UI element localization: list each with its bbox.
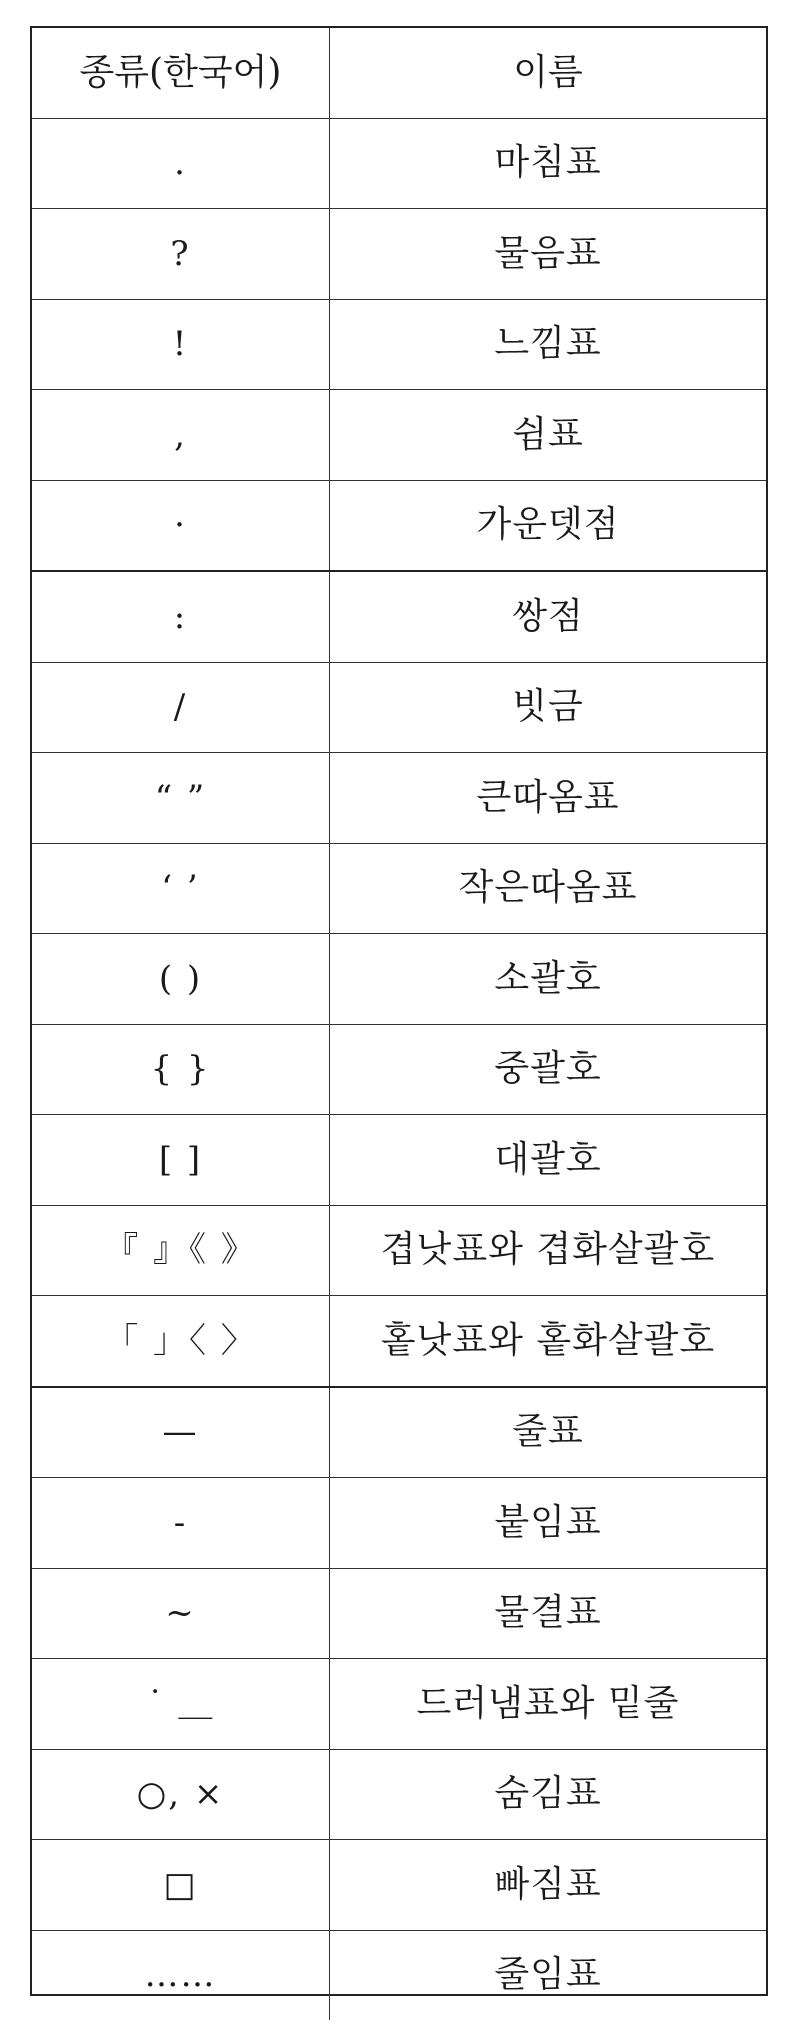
symbol-cell: { }	[32, 1024, 330, 1115]
table-header-row	[32, 28, 766, 118]
name-cell: 가운뎃점	[330, 480, 767, 571]
name-cell: 물음표	[330, 209, 767, 300]
table-row	[32, 1568, 766, 1659]
symbol-cell: ……	[32, 1930, 330, 2020]
table-row	[32, 1296, 766, 1387]
name-cell: 붙임표	[330, 1478, 767, 1569]
symbol-cell: :	[32, 571, 330, 662]
symbol-cell: -	[32, 1478, 330, 1569]
symbol-cell: □	[32, 1840, 330, 1931]
table-row	[32, 1205, 766, 1296]
symbol-cell: ·	[32, 480, 330, 571]
symbol-cell: !	[32, 299, 330, 390]
table-row	[32, 571, 766, 662]
punctuation-table-frame	[30, 26, 768, 1996]
table-row	[32, 753, 766, 844]
header-name: 이름	[330, 28, 767, 118]
name-cell: 줄임표	[330, 1930, 767, 2020]
table-row	[32, 480, 766, 571]
name-cell: 홑낫표와 홑화살괄호	[330, 1296, 767, 1387]
symbol-cell: “ ”	[32, 753, 330, 844]
symbol-cell: .	[32, 118, 330, 209]
table-row	[32, 934, 766, 1025]
table-row	[32, 1840, 766, 1931]
name-cell: 소괄호	[330, 934, 767, 1025]
name-cell: 쌍점	[330, 571, 767, 662]
name-cell: 겹낫표와 겹화살괄호	[330, 1205, 767, 1296]
name-cell: 대괄호	[330, 1115, 767, 1206]
table-row	[32, 1387, 766, 1478]
symbol-cell: ?	[32, 209, 330, 300]
name-cell: 느낌표	[330, 299, 767, 390]
symbol-cell: ,	[32, 390, 330, 481]
table-row	[32, 390, 766, 481]
symbol-cell: [ ]	[32, 1115, 330, 1206]
table-row	[32, 1478, 766, 1569]
name-cell: 쉼표	[330, 390, 767, 481]
table-row	[32, 209, 766, 300]
table-row	[32, 1749, 766, 1840]
punctuation-table	[32, 28, 766, 2020]
table-row	[32, 843, 766, 934]
name-cell: 작은따옴표	[330, 843, 767, 934]
name-cell: 숨김표	[330, 1749, 767, 1840]
name-cell: 드러냄표와 밑줄	[330, 1659, 767, 1750]
name-cell: 큰따옴표	[330, 753, 767, 844]
symbol-cell: ~	[32, 1568, 330, 1659]
symbol-cell: ˙ ＿	[32, 1659, 330, 1750]
symbol-cell: 『 』《 》	[32, 1205, 330, 1296]
name-cell: 중괄호	[330, 1024, 767, 1115]
symbol-cell: 「 」〈 〉	[32, 1296, 330, 1387]
table-row	[32, 662, 766, 753]
table-row	[32, 1930, 766, 2020]
table-row	[32, 1115, 766, 1206]
symbol-cell: ‘ ’	[32, 843, 330, 934]
table-row	[32, 118, 766, 209]
table-row	[32, 299, 766, 390]
symbol-cell: ○, ×	[32, 1749, 330, 1840]
name-cell: 빗금	[330, 662, 767, 753]
name-cell: 물결표	[330, 1568, 767, 1659]
header-type: 종류(한국어)	[32, 28, 330, 118]
name-cell: 빠짐표	[330, 1840, 767, 1931]
symbol-cell: —	[32, 1387, 330, 1478]
table-row	[32, 1659, 766, 1750]
symbol-cell: /	[32, 662, 330, 753]
name-cell: 마침표	[330, 118, 767, 209]
name-cell: 줄표	[330, 1387, 767, 1478]
table-row	[32, 1024, 766, 1115]
symbol-cell: ( )	[32, 934, 330, 1025]
